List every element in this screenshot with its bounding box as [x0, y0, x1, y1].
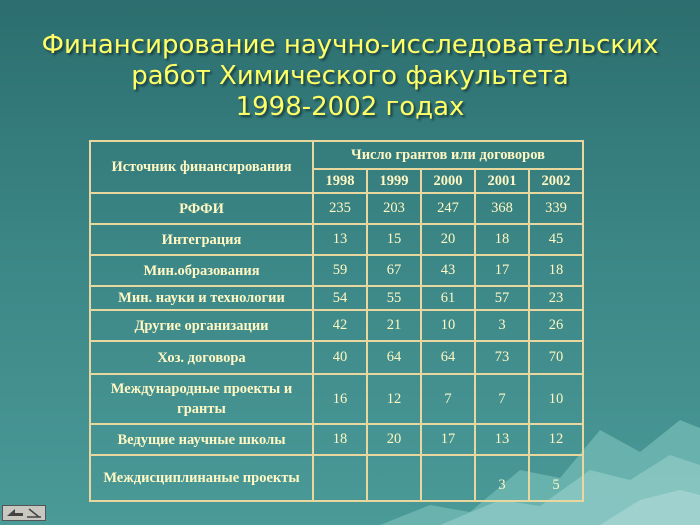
- cell-value: 368: [475, 193, 529, 224]
- cell-value: 13: [313, 224, 367, 255]
- row-label: Мин. науки и технологии: [90, 286, 313, 310]
- row-label: Интеграция: [90, 224, 313, 255]
- cell-value: 3: [475, 310, 529, 341]
- cell-value: 15: [367, 224, 421, 255]
- cell-value: [421, 455, 475, 501]
- title-line-2: работ Химического факультета: [131, 61, 569, 91]
- cell-value: 21: [367, 310, 421, 341]
- slide-title: [0, 30, 700, 123]
- cell-value: 16: [313, 374, 367, 424]
- funding-table: [89, 140, 584, 502]
- table-row: [90, 341, 583, 374]
- title-line-1: Финансирование научно-исследовательских: [41, 30, 659, 60]
- title-line-3: 1998-2002 годах: [235, 92, 465, 122]
- year-header: 1998: [313, 169, 367, 193]
- table-row: [90, 374, 583, 424]
- row-label: РФФИ: [90, 193, 313, 224]
- cell-value: 43: [421, 255, 475, 286]
- navigation-arrow-icon: [3, 506, 45, 520]
- cell-value: 247: [421, 193, 475, 224]
- cell-value: 64: [421, 341, 475, 374]
- cell-value: 3: [475, 455, 529, 501]
- table-row: [90, 424, 583, 455]
- row-label: Междисциплинаные проекты: [90, 455, 313, 501]
- cell-value: 7: [421, 374, 475, 424]
- cell-value: 5: [529, 455, 583, 501]
- cell-value: 17: [421, 424, 475, 455]
- cell-value: 61: [421, 286, 475, 310]
- cell-value: 7: [475, 374, 529, 424]
- cell-value: 235: [313, 193, 367, 224]
- slide-navigation-icon[interactable]: [2, 505, 46, 521]
- cell-value: 203: [367, 193, 421, 224]
- row-label: Другие организации: [90, 310, 313, 341]
- cell-value: 23: [529, 286, 583, 310]
- cell-value: 55: [367, 286, 421, 310]
- row-label: Международные проекты и гранты: [90, 374, 313, 424]
- row-label: Ведущие научные школы: [90, 424, 313, 455]
- cell-value: 57: [475, 286, 529, 310]
- table-row: [90, 255, 583, 286]
- cell-value: 42: [313, 310, 367, 341]
- cell-value: 12: [367, 374, 421, 424]
- cell-value: 45: [529, 224, 583, 255]
- cell-value: 67: [367, 255, 421, 286]
- cell-value: 59: [313, 255, 367, 286]
- cell-value: 20: [421, 224, 475, 255]
- year-header: 2000: [421, 169, 475, 193]
- table-row: [90, 193, 583, 224]
- year-header: 1999: [367, 169, 421, 193]
- cell-value: 339: [529, 193, 583, 224]
- row-label: Мин.образования: [90, 255, 313, 286]
- table-row: [90, 310, 583, 341]
- cell-value: 10: [421, 310, 475, 341]
- cell-value: 13: [475, 424, 529, 455]
- cell-value: 18: [529, 255, 583, 286]
- year-header: 2002: [529, 169, 583, 193]
- cell-value: [313, 455, 367, 501]
- cell-value: 70: [529, 341, 583, 374]
- table-row: [90, 224, 583, 255]
- cell-value: 18: [475, 224, 529, 255]
- cell-value: [367, 455, 421, 501]
- cell-value: 26: [529, 310, 583, 341]
- group-header: Число грантов или договоров: [313, 141, 583, 169]
- table-row: [90, 286, 583, 310]
- cell-value: 12: [529, 424, 583, 455]
- source-header: Источник финансирования: [90, 141, 313, 193]
- cell-value: 20: [367, 424, 421, 455]
- year-header: 2001: [475, 169, 529, 193]
- cell-value: 54: [313, 286, 367, 310]
- row-label: Хоз. договора: [90, 341, 313, 374]
- cell-value: 10: [529, 374, 583, 424]
- cell-value: 17: [475, 255, 529, 286]
- cell-value: 18: [313, 424, 367, 455]
- cell-value: 64: [367, 341, 421, 374]
- table-row: [90, 455, 583, 501]
- cell-value: 73: [475, 341, 529, 374]
- cell-value: 40: [313, 341, 367, 374]
